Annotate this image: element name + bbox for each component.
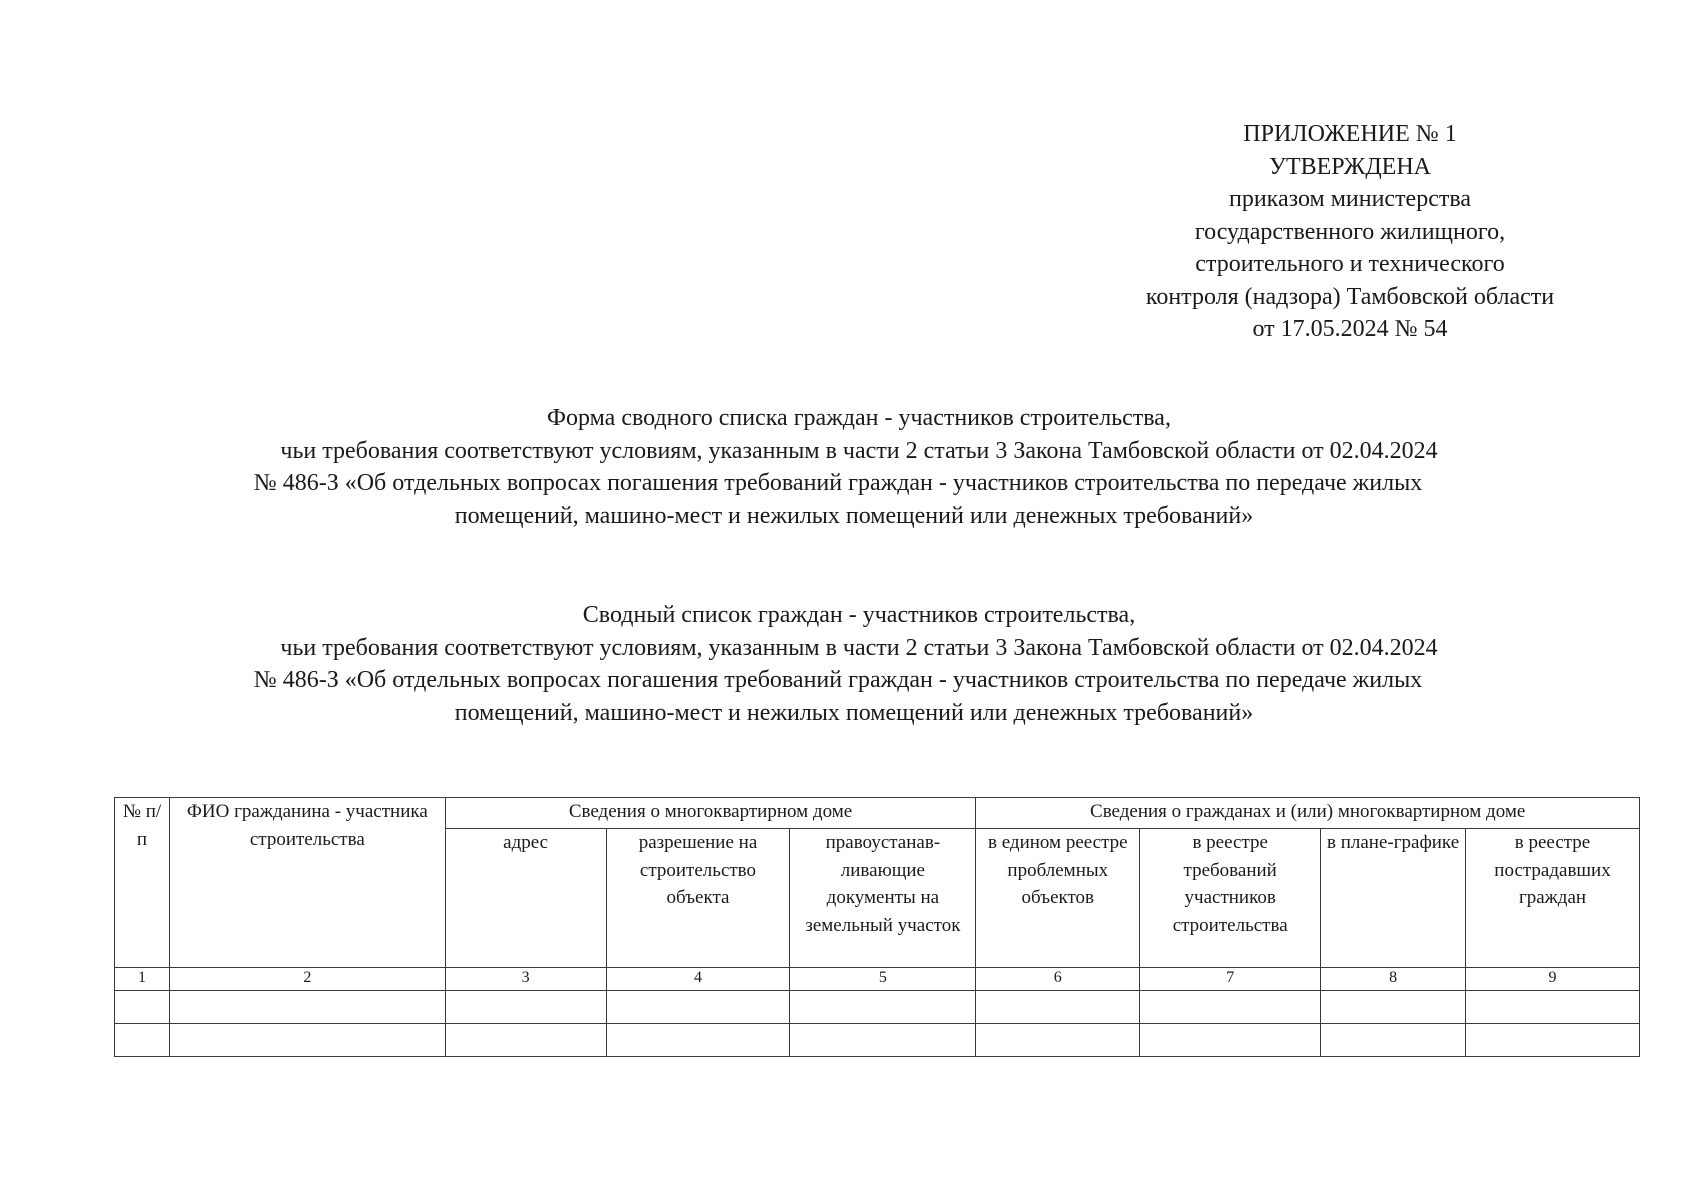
- form-heading-line: чьи требования соответствуют условиям, указанным в части 2 статьи 3 Закона Тамбовской области от 02.04.2024: [280, 437, 1438, 464]
- table-cell: [606, 991, 790, 1024]
- column-number: 7: [1140, 968, 1321, 991]
- approval-line: контроля (надзора) Тамбовской области: [1145, 283, 1555, 310]
- table-cell: [1140, 1024, 1321, 1057]
- column-number: 2: [169, 968, 445, 991]
- table-cell: [169, 991, 445, 1024]
- citizens-registry-table: [114, 797, 1640, 1057]
- table-cell: [445, 991, 606, 1024]
- table-cell: [790, 991, 976, 1024]
- column-number: 1: [115, 968, 170, 991]
- table-cell: [169, 1024, 445, 1057]
- header-problem-objects-registry: в едином реестре проблемных объектов: [976, 829, 1140, 968]
- header-row-number: № п/п: [115, 798, 170, 968]
- approved-label: УТВЕРЖДЕНА: [1268, 153, 1432, 180]
- header-citizen-name: ФИО гражданина - участника строительства: [169, 798, 445, 968]
- list-heading-line: помещений, машино-мест и нежилых помещений или денежных требований»: [454, 699, 1254, 726]
- column-number: 4: [606, 968, 790, 991]
- column-number: 6: [976, 968, 1140, 991]
- appendix-approval-block: [1090, 118, 1610, 346]
- column-number: 9: [1466, 968, 1640, 991]
- table-cell: [790, 1024, 976, 1057]
- header-building-permit: разрешение на строительство объекта: [606, 829, 790, 968]
- list-heading: [0, 599, 1698, 729]
- header-address: адрес: [445, 829, 606, 968]
- table-cell: [1466, 1024, 1640, 1057]
- header-claims-registry: в реестре требований участников строительства: [1140, 829, 1321, 968]
- list-heading-line: Сводный список граждан - участников строительства,: [582, 602, 1136, 628]
- form-heading-line: Форма сводного списка граждан - участников строительства,: [547, 405, 1171, 431]
- list-heading-line: № 486-З «Об отдельных вопросах погашения требований граждан - участников строительства по передаче жилых: [253, 667, 1423, 693]
- table-row: [115, 1024, 1640, 1057]
- column-number: 3: [445, 968, 606, 991]
- form-heading-line: помещений, машино-мест и нежилых помещений или денежных требований»: [454, 502, 1254, 529]
- table-cell: [445, 1024, 606, 1057]
- table-cell: [976, 1024, 1140, 1057]
- list-heading-line: чьи требования соответствуют условиям, указанным в части 2 статьи 3 Закона Тамбовской области от 02.04.2024: [280, 634, 1438, 661]
- header-group-building: Сведения о многоквартирном доме: [445, 798, 976, 829]
- approval-line: строительного и технического: [1195, 251, 1505, 277]
- table-cell: [1466, 991, 1640, 1024]
- header-affected-citizens-registry: в реестре пострадавших граждан: [1466, 829, 1640, 968]
- table-cell: [976, 991, 1140, 1024]
- approval-line: приказом министерства: [1228, 186, 1472, 212]
- table-cell: [115, 991, 170, 1024]
- header-schedule-plan: в плане-графике: [1321, 829, 1466, 968]
- table-cell: [1321, 1024, 1466, 1057]
- column-number: 8: [1321, 968, 1466, 991]
- table-cell: [115, 1024, 170, 1057]
- table-cell: [1140, 991, 1321, 1024]
- column-number-row: [115, 968, 1640, 991]
- approval-line: государственного жилищного,: [1194, 218, 1506, 245]
- header-group-citizens: Сведения о гражданах и (или) многоквартирном доме: [976, 798, 1640, 829]
- column-number: 5: [790, 968, 976, 991]
- appendix-title: ПРИЛОЖЕНИЕ № 1: [1243, 121, 1457, 147]
- approval-date-number: от 17.05.2024 № 54: [1252, 316, 1448, 342]
- table-row: [115, 991, 1640, 1024]
- table-cell: [606, 1024, 790, 1057]
- table-cell: [1321, 991, 1466, 1024]
- form-heading-line: № 486-З «Об отдельных вопросах погашения требований граждан - участников строительства по передаче жилых: [253, 470, 1423, 496]
- form-heading: [0, 402, 1698, 532]
- header-land-documents: правоустанав-ливающие документы на земельный участок: [790, 829, 976, 968]
